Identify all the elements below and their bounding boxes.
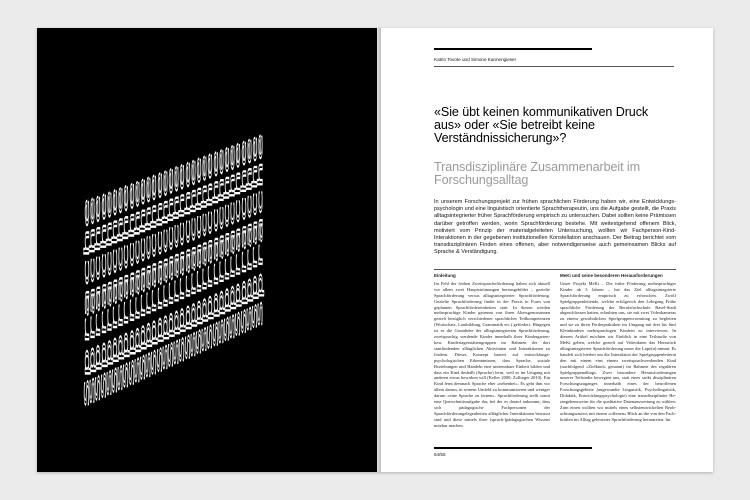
art-word: Sprache <box>206 321 215 351</box>
bottom-rule <box>434 447 592 449</box>
column-right <box>560 273 676 423</box>
column-right-text: Unser Projekt MeKi – Die frühe Förderung mehrsprachiger Kinder ab 3 Jahren – hat das Ziel alltagsintegrierte Sprachförderung empirisch zu erforschen. Zwölf Spielgruppenleitende, welche erfolgreich den Lehrgang Frühe sprachliche Förderung der Berufsfachschule Basel-Stadt abgeschlossen hatten, erlaubten uns, sie mit zwei Videokameras zu einem gewöhnlichen Spielgruppenvormittag zu begleiten und sie zu ihren Förderpraktiken im Umgang mit drei bis fünf Kleinkindern mehrsprachigen Kindern zu interviewen. In diesem Artikel möchten wir Einblick in eine Teilstudie von MeKi geben, welche gezielt auf Videodaten das Herzstück alltagsintegrierter Sprachförderung unser die Lupe(n) nimmt. Es handelt sich hierbei um die Interaktion der Spielgruppenleiterin den mit einem eins einem zweitsprachwerdenden Kind (nachfolgend «Zielkind» genannt) im Rahmen des regulären Spielgruppenalltags. Zwei besondere Herausforderungen unserer Teilstudie bewegten uns, statt eines strikt disziplinären Forschungszuganges innerhalb eines der betroffenen Forschungsgebiete (angewandte Linguistik, Psycholinguistik, Didaktik, Entwicklungspsychologie) eine transdisziplinäre Herangehensweise für die qualitative Datenauswertung zu wählen: Zum einen wollten wir mittels eines selbstentwickelten Beobachtungsrasters mit einem «offenen» Blick an die von den Fachkräften im Alltag geleisteter Sprachförderung herantreten. Im <box>560 280 677 422</box>
art-word: Sprache <box>245 303 254 333</box>
art-word: Sprache <box>251 300 259 330</box>
typographic-artwork <box>37 28 377 472</box>
art-word: Sprache <box>122 360 131 390</box>
section-heading-einleitung: Einleitung <box>434 273 456 278</box>
column-left <box>434 273 550 429</box>
art-word: Sprache <box>189 329 198 359</box>
left-page-artwork <box>37 28 377 472</box>
authors: Katrin Tovote und Simone Kannengieser <box>434 57 517 62</box>
art-word: Sprache <box>256 297 265 328</box>
art-word: Sprache <box>234 308 243 338</box>
art-word: Sprache <box>155 344 164 375</box>
article-subtitle: Transdisziplinäre Zusammenarbeit im Forschungsalltag <box>434 160 641 188</box>
art-word: Sprache <box>195 326 203 356</box>
art-word: Sprache <box>127 357 136 388</box>
art-word: Sprache <box>139 352 147 382</box>
art-word: Sprache <box>133 355 142 385</box>
art-word: Sprache <box>211 318 220 349</box>
art-word: Sprache <box>172 336 181 367</box>
art-word: Sprache <box>94 373 103 403</box>
column-left-text: Im Feld der frühen Zweitspracheförderung haben sich aktuell vor allem zwei Hauptströmungen herausgebildet – gezielte Sprachförderung versus alltagsintegrierter Sprachförderung. Gezielte Sprachförderung findet in der Praxis in Form von geplanten Sprachfördereinheiten statt. In diesen werden mehrsprachige Kinder getrennt von ihren Altersgenossinnen gezielt bezüglich verschiedener sprachlicher Teilkompetenzen (Wortschatz, Lautbildung, Grammatik etc.) gefördert. Hingegen ist es die Grundidee der alltagsintegrierten Sprachförderung, zweisprachig werdende Kinder innerhalb ihrer Kindergarten- bzw. Kindertagesstättengruppen im Rahmen der dort stattfindenden alltäglichen Aktivitäten und Interaktionen zu fördern. Dieses Konzept basiert auf entwicklungspsychologischen Erkenntnissen, dass Sprache, soziale Beziehungen und Handeln eine untrennbare Einheit bilden und dass ein Kind deshalb (Sprache) lernt, weil es im Umgang mit anderen etwas bewirken will (Keller 2000; Zollinger 2010). Ein Kind lernt demnach Sprache eher «nebenbei». Es geht ihm vor allem darum, in seinem Umfeld zu kommunizieren und weniger darum «eine Sprache zu lernen». Sprachförderung stellt somit eine Querschnittsaufgabe dar, bei der es darauf ankommt, dass sich pädagogische Fachpersonen der Sprachförderungelegenheiten alltäglicher Interaktionen bewusst sind und diese mittels ihrer (sprach-)pädagogischen Wissens nutzbar machen. <box>434 280 550 428</box>
art-word: Sprache <box>144 349 153 380</box>
art-word: Sprache <box>178 334 187 364</box>
art-word: Sprache <box>83 378 91 408</box>
right-page <box>377 28 713 472</box>
art-word: Sprache <box>223 313 231 343</box>
spine-shadow <box>373 28 381 472</box>
art-word: Sprache <box>111 365 119 395</box>
art-word: Sprache <box>88 375 97 406</box>
art-word: Sprache <box>200 323 209 354</box>
magazine-spread <box>37 28 713 472</box>
section-rule <box>434 269 676 270</box>
art-word: Sprache <box>105 368 114 398</box>
intro-paragraph: In unserem Forschungsprojekt zur frühen sprachlichen Förderung haben wir, eine Entwicklungspsychologin und eine linguistisch orientierte Sprachtherapeutin, uns die Aufgabe gestellt, die Praxis alltagsintegrierter früher Sprachförderung empirisch zu untersuchen. Dabei sollten keine Prämissen darüber getroffen werden, worin Sprachförderung bestehe. Mit weitestgehend offenem Blick, motiviert vom Prinzip der materialgeleiteten Untersuchung, wollten wir Fachperson-Kind-Interaktionen in der gegebenen institutionellen Konstellation anschauen. Der Beitrag berichtet vom transdisziplinären Finden eines offenen, aber notwendigerweise auch gemeinsamen Blicks auf Sprache & Verständigung. <box>434 199 676 256</box>
art-word: Sprache <box>217 316 226 346</box>
article-title: «Sie übt keinen kommunikativen Druck aus» oder «Sie betreibt keine Verständnissicherung»? <box>434 105 649 146</box>
art-word: Sprache <box>99 370 108 401</box>
art-word: Sprache <box>161 342 170 372</box>
top-rule <box>434 48 592 50</box>
art-word: Sprache <box>228 310 237 341</box>
art-word: Sprache <box>239 305 248 336</box>
art-word: Sprache <box>167 339 175 369</box>
art-word: Sprache <box>116 362 125 393</box>
author-rule <box>434 66 674 67</box>
art-word: Sprache <box>150 347 159 377</box>
art-word: Sprache <box>183 331 192 362</box>
section-heading-meki: MeKi und seine besonderen Herausforderungen <box>560 273 663 278</box>
page-numbers: 54/55 <box>434 452 446 457</box>
